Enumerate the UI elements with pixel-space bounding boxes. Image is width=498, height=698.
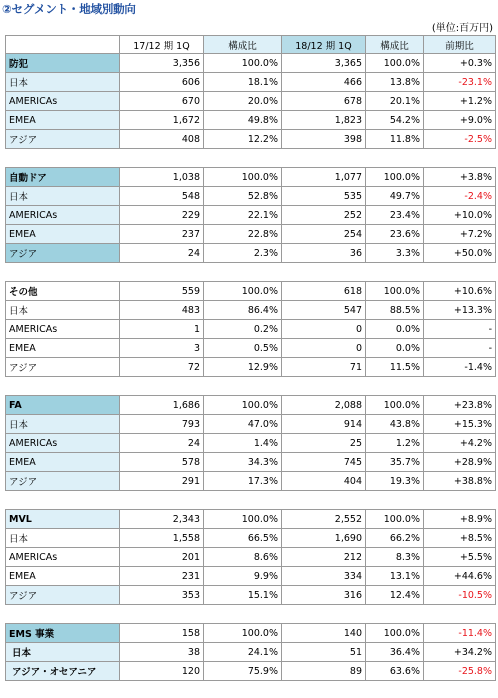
- region-value-cell: 237: [120, 225, 204, 244]
- region-value-cell: 408: [120, 130, 204, 149]
- region-row: [6, 73, 496, 92]
- region-value-cell: 1,823: [282, 111, 366, 130]
- region-label: 日本: [6, 415, 120, 434]
- region-value-cell: -10.5%: [424, 586, 496, 605]
- region-label: アジア: [6, 244, 120, 263]
- spacer-cell: [6, 149, 120, 168]
- region-value-cell: -2.4%: [424, 187, 496, 206]
- section-total-cell: 100.0%: [204, 54, 282, 73]
- segment-region-table: [5, 35, 496, 681]
- page-title: ②セグメント・地域別動向: [2, 2, 136, 16]
- spacer-cell: [282, 491, 366, 510]
- spacer-cell: [204, 149, 282, 168]
- section-row: [6, 396, 496, 415]
- region-label: 日本: [6, 301, 120, 320]
- region-value-cell: 20.0%: [204, 92, 282, 111]
- spacer-cell: [282, 149, 366, 168]
- region-label: EMEA: [6, 453, 120, 472]
- region-value-cell: 11.5%: [366, 358, 424, 377]
- region-row: [6, 187, 496, 206]
- region-value-cell: 17.3%: [204, 472, 282, 491]
- region-value-cell: +50.0%: [424, 244, 496, 263]
- section-total-cell: 100.0%: [366, 54, 424, 73]
- header-yoy: 前期比: [424, 36, 496, 54]
- region-row: [6, 434, 496, 453]
- spacer-cell: [120, 605, 204, 624]
- region-label: AMERICAs: [6, 320, 120, 339]
- section-total-cell: 2,552: [282, 510, 366, 529]
- region-value-cell: 75.9%: [204, 662, 282, 681]
- section-row: [6, 624, 496, 643]
- region-value-cell: -25.8%: [424, 662, 496, 681]
- region-value-cell: 229: [120, 206, 204, 225]
- region-value-cell: 0.0%: [366, 339, 424, 358]
- section-total-cell: 100.0%: [204, 396, 282, 415]
- region-value-cell: 86.4%: [204, 301, 282, 320]
- region-row: [6, 567, 496, 586]
- region-value-cell: +4.2%: [424, 434, 496, 453]
- region-value-cell: 8.6%: [204, 548, 282, 567]
- region-value-cell: 66.5%: [204, 529, 282, 548]
- spacer-cell: [204, 605, 282, 624]
- region-value-cell: +9.0%: [424, 111, 496, 130]
- spacer-cell: [366, 605, 424, 624]
- region-value-cell: 914: [282, 415, 366, 434]
- region-value-cell: 12.9%: [204, 358, 282, 377]
- region-value-cell: 0.5%: [204, 339, 282, 358]
- region-value-cell: 25: [282, 434, 366, 453]
- region-value-cell: +34.2%: [424, 643, 496, 662]
- header-row: [6, 36, 496, 54]
- region-value-cell: 54.2%: [366, 111, 424, 130]
- header-ratio-18: 構成比: [366, 36, 424, 54]
- spacer-cell: [6, 491, 120, 510]
- region-value-cell: 0.0%: [366, 320, 424, 339]
- region-row: [6, 225, 496, 244]
- section-row: [6, 510, 496, 529]
- spacer-cell: [366, 377, 424, 396]
- region-value-cell: 52.8%: [204, 187, 282, 206]
- region-value-cell: 12.2%: [204, 130, 282, 149]
- section-label: MVL: [6, 510, 120, 529]
- region-value-cell: -: [424, 339, 496, 358]
- spacer-row: [6, 377, 496, 396]
- region-value-cell: 38: [120, 643, 204, 662]
- spacer-cell: [204, 263, 282, 282]
- region-value-cell: 334: [282, 567, 366, 586]
- section-label: EMS 事業: [6, 624, 120, 643]
- region-value-cell: -: [424, 320, 496, 339]
- region-value-cell: 49.7%: [366, 187, 424, 206]
- region-value-cell: 404: [282, 472, 366, 491]
- region-value-cell: 9.9%: [204, 567, 282, 586]
- region-value-cell: 1,690: [282, 529, 366, 548]
- region-value-cell: 212: [282, 548, 366, 567]
- region-value-cell: 231: [120, 567, 204, 586]
- section-total-cell: +0.3%: [424, 54, 496, 73]
- region-value-cell: 316: [282, 586, 366, 605]
- region-value-cell: 34.3%: [204, 453, 282, 472]
- section-total-cell: 100.0%: [366, 396, 424, 415]
- region-label: アジア: [6, 358, 120, 377]
- section-total-cell: 100.0%: [204, 624, 282, 643]
- region-row: [6, 92, 496, 111]
- region-value-cell: 606: [120, 73, 204, 92]
- region-value-cell: 63.6%: [366, 662, 424, 681]
- region-value-cell: 22.1%: [204, 206, 282, 225]
- region-label: EMEA: [6, 111, 120, 130]
- region-value-cell: +5.5%: [424, 548, 496, 567]
- section-total-cell: 158: [120, 624, 204, 643]
- region-row: [6, 301, 496, 320]
- region-value-cell: -1.4%: [424, 358, 496, 377]
- section-total-cell: 2,088: [282, 396, 366, 415]
- region-value-cell: 3: [120, 339, 204, 358]
- spacer-cell: [282, 263, 366, 282]
- region-value-cell: 19.3%: [366, 472, 424, 491]
- header-fy18-1q: 18/12 期 1Q: [282, 36, 366, 54]
- region-label: 日本: [6, 73, 120, 92]
- region-value-cell: +1.2%: [424, 92, 496, 111]
- section-total-cell: 100.0%: [366, 624, 424, 643]
- spacer-cell: [120, 377, 204, 396]
- region-value-cell: -2.5%: [424, 130, 496, 149]
- spacer-cell: [120, 491, 204, 510]
- region-value-cell: 398: [282, 130, 366, 149]
- region-value-cell: 1: [120, 320, 204, 339]
- section-total-cell: 100.0%: [366, 282, 424, 301]
- region-row: [6, 130, 496, 149]
- spacer-cell: [282, 377, 366, 396]
- region-label: EMEA: [6, 339, 120, 358]
- region-label: AMERICAs: [6, 206, 120, 225]
- region-label: EMEA: [6, 567, 120, 586]
- region-label: AMERICAs: [6, 434, 120, 453]
- region-row: [6, 643, 496, 662]
- section-total-cell: +23.8%: [424, 396, 496, 415]
- region-value-cell: 201: [120, 548, 204, 567]
- section-total-cell: 100.0%: [366, 168, 424, 187]
- region-value-cell: 72: [120, 358, 204, 377]
- spacer-cell: [424, 491, 496, 510]
- region-value-cell: 8.3%: [366, 548, 424, 567]
- region-value-cell: 1,558: [120, 529, 204, 548]
- region-value-cell: 3.3%: [366, 244, 424, 263]
- region-value-cell: 71: [282, 358, 366, 377]
- section-total-cell: 100.0%: [366, 510, 424, 529]
- header-fy17-1q: 17/12 期 1Q: [120, 36, 204, 54]
- region-value-cell: +38.8%: [424, 472, 496, 491]
- region-row: [6, 206, 496, 225]
- region-value-cell: 24.1%: [204, 643, 282, 662]
- region-value-cell: 18.1%: [204, 73, 282, 92]
- spacer-row: [6, 263, 496, 282]
- region-row: [6, 358, 496, 377]
- section-row: [6, 168, 496, 187]
- region-label: EMEA: [6, 225, 120, 244]
- section-total-cell: 618: [282, 282, 366, 301]
- region-label: 日本: [6, 643, 120, 662]
- spacer-cell: [424, 605, 496, 624]
- region-value-cell: 678: [282, 92, 366, 111]
- region-value-cell: +10.0%: [424, 206, 496, 225]
- spacer-cell: [204, 491, 282, 510]
- region-value-cell: 291: [120, 472, 204, 491]
- region-value-cell: 24: [120, 244, 204, 263]
- region-value-cell: 793: [120, 415, 204, 434]
- header-ratio-17: 構成比: [204, 36, 282, 54]
- spacer-cell: [6, 605, 120, 624]
- region-value-cell: 51: [282, 643, 366, 662]
- spacer-cell: [424, 149, 496, 168]
- region-value-cell: 13.1%: [366, 567, 424, 586]
- region-row: [6, 339, 496, 358]
- region-value-cell: 548: [120, 187, 204, 206]
- spacer-cell: [6, 263, 120, 282]
- region-value-cell: 1,672: [120, 111, 204, 130]
- section-total-cell: -11.4%: [424, 624, 496, 643]
- spacer-cell: [6, 377, 120, 396]
- region-row: [6, 111, 496, 130]
- region-value-cell: 252: [282, 206, 366, 225]
- spacer-cell: [366, 149, 424, 168]
- section-total-cell: 100.0%: [204, 168, 282, 187]
- region-value-cell: 1.4%: [204, 434, 282, 453]
- region-value-cell: 120: [120, 662, 204, 681]
- region-value-cell: 2.3%: [204, 244, 282, 263]
- section-total-cell: 559: [120, 282, 204, 301]
- spacer-cell: [120, 263, 204, 282]
- region-label: 日本: [6, 529, 120, 548]
- region-label: アジア: [6, 130, 120, 149]
- region-value-cell: 0: [282, 320, 366, 339]
- section-total-cell: 140: [282, 624, 366, 643]
- spacer-row: [6, 491, 496, 510]
- region-value-cell: 1.2%: [366, 434, 424, 453]
- spacer-row: [6, 605, 496, 624]
- region-value-cell: 670: [120, 92, 204, 111]
- region-row: [6, 320, 496, 339]
- region-row: [6, 472, 496, 491]
- region-value-cell: 20.1%: [366, 92, 424, 111]
- region-value-cell: 466: [282, 73, 366, 92]
- section-label: FA: [6, 396, 120, 415]
- region-value-cell: +28.9%: [424, 453, 496, 472]
- section-total-cell: 3,365: [282, 54, 366, 73]
- region-value-cell: 353: [120, 586, 204, 605]
- section-label: 防犯: [6, 54, 120, 73]
- region-label: AMERICAs: [6, 548, 120, 567]
- header-blank: [6, 36, 120, 54]
- section-total-cell: 100.0%: [204, 282, 282, 301]
- region-value-cell: 22.8%: [204, 225, 282, 244]
- region-value-cell: +8.5%: [424, 529, 496, 548]
- spacer-row: [6, 149, 496, 168]
- region-value-cell: 254: [282, 225, 366, 244]
- region-value-cell: 49.8%: [204, 111, 282, 130]
- region-value-cell: 0: [282, 339, 366, 358]
- region-label: アジア・オセアニア: [6, 662, 120, 681]
- region-value-cell: 36: [282, 244, 366, 263]
- region-value-cell: 66.2%: [366, 529, 424, 548]
- spacer-cell: [424, 263, 496, 282]
- region-value-cell: 483: [120, 301, 204, 320]
- region-value-cell: -23.1%: [424, 73, 496, 92]
- region-value-cell: 36.4%: [366, 643, 424, 662]
- region-row: [6, 548, 496, 567]
- section-row: [6, 54, 496, 73]
- region-value-cell: 547: [282, 301, 366, 320]
- section-label: 自動ドア: [6, 168, 120, 187]
- region-label: アジア: [6, 472, 120, 491]
- section-total-cell: 1,077: [282, 168, 366, 187]
- region-label: アジア: [6, 586, 120, 605]
- region-value-cell: +7.2%: [424, 225, 496, 244]
- region-value-cell: 11.8%: [366, 130, 424, 149]
- region-value-cell: 23.6%: [366, 225, 424, 244]
- spacer-cell: [282, 605, 366, 624]
- spacer-cell: [366, 263, 424, 282]
- section-total-cell: +3.8%: [424, 168, 496, 187]
- region-value-cell: 23.4%: [366, 206, 424, 225]
- spacer-cell: [120, 149, 204, 168]
- region-value-cell: 745: [282, 453, 366, 472]
- section-total-cell: +8.9%: [424, 510, 496, 529]
- section-total-cell: 1,038: [120, 168, 204, 187]
- region-value-cell: 578: [120, 453, 204, 472]
- section-label: その他: [6, 282, 120, 301]
- region-value-cell: 43.8%: [366, 415, 424, 434]
- region-label: AMERICAs: [6, 92, 120, 111]
- region-value-cell: 24: [120, 434, 204, 453]
- unit-note: (単位:百万円): [431, 23, 493, 34]
- region-value-cell: +13.3%: [424, 301, 496, 320]
- section-total-cell: 3,356: [120, 54, 204, 73]
- table-body: [6, 54, 496, 681]
- region-value-cell: 15.1%: [204, 586, 282, 605]
- region-value-cell: 47.0%: [204, 415, 282, 434]
- region-row: [6, 415, 496, 434]
- region-row: [6, 662, 496, 681]
- region-value-cell: 0.2%: [204, 320, 282, 339]
- region-value-cell: 88.5%: [366, 301, 424, 320]
- region-row: [6, 453, 496, 472]
- section-row: [6, 282, 496, 301]
- spacer-cell: [204, 377, 282, 396]
- region-row: [6, 586, 496, 605]
- section-total-cell: 2,343: [120, 510, 204, 529]
- region-value-cell: 12.4%: [366, 586, 424, 605]
- region-label: 日本: [6, 187, 120, 206]
- region-row: [6, 529, 496, 548]
- spacer-cell: [424, 377, 496, 396]
- region-value-cell: 89: [282, 662, 366, 681]
- section-total-cell: 1,686: [120, 396, 204, 415]
- region-value-cell: 535: [282, 187, 366, 206]
- region-value-cell: 13.8%: [366, 73, 424, 92]
- section-total-cell: 100.0%: [204, 510, 282, 529]
- region-value-cell: 35.7%: [366, 453, 424, 472]
- section-total-cell: +10.6%: [424, 282, 496, 301]
- spacer-cell: [366, 491, 424, 510]
- region-value-cell: +44.6%: [424, 567, 496, 586]
- region-value-cell: +15.3%: [424, 415, 496, 434]
- region-row: [6, 244, 496, 263]
